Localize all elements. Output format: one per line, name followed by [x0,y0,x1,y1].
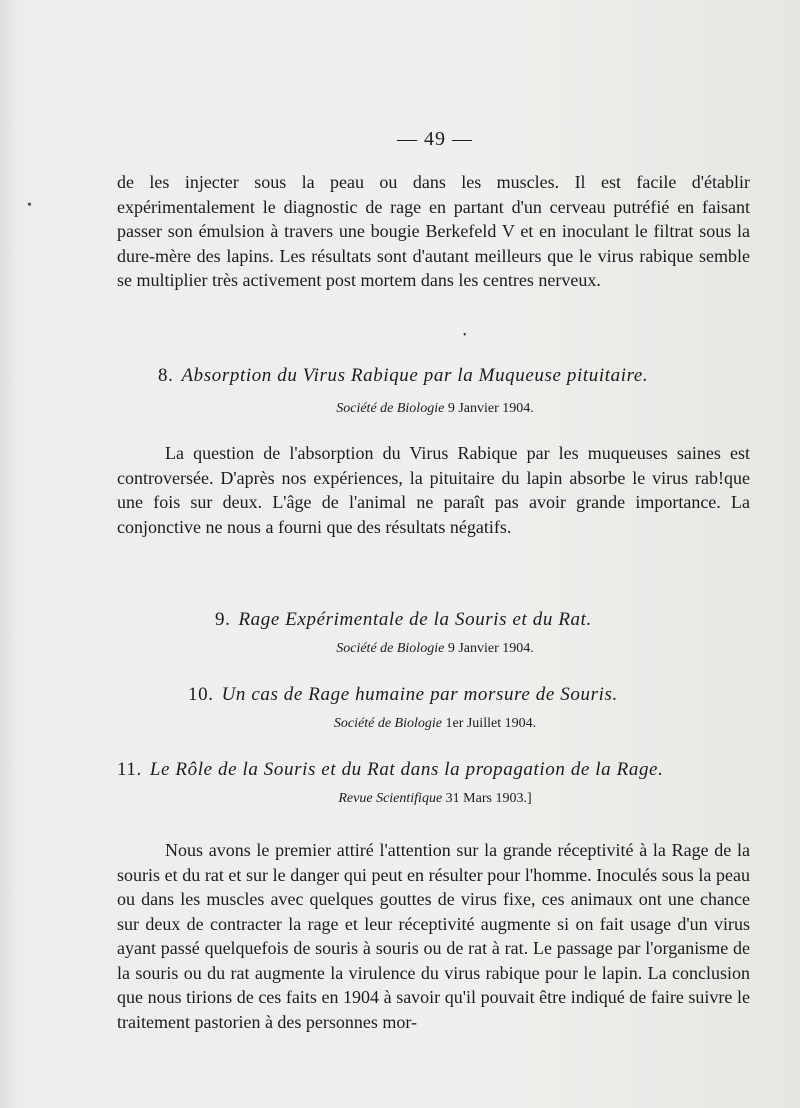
entry-number: 11. [117,759,142,780]
entry-venue: Société de Biologie [336,401,445,416]
page-number: — 49 — [397,128,473,150]
entry-title: Le Rôle de la Souris et du Rat dans la propagation de la Rage. [149,759,664,780]
entry-venue: Société de Biologie [333,716,442,731]
entry-venue: Revue Scientifique [338,791,443,806]
entry-title: Absorption du Virus Rabique par la Muqueuse pituitaire. [181,365,649,386]
entry-date: 31 Mars 1903.] [445,791,532,806]
entry-11-heading [117,759,750,781]
entry-11-source [0,791,800,807]
entry-date: 1er Juillet 1904. [445,716,537,731]
entry-8-source [0,401,800,417]
entry-10-source [0,716,800,732]
entry-title: Rage Expérimentale de la Souris et du Rat. [238,609,592,630]
margin-mark: • [27,198,32,213]
entry-9-heading [215,609,800,631]
entry-title: Un cas de Rage humaine par morsure de Souris. [221,684,618,705]
entry-date: 9 Janvier 1904. [447,401,534,416]
entry-number: 10. [188,684,214,705]
entry-9-source [0,641,800,657]
paragraph-mouse-rat-receptivity: Nous avons le premier attiré l'attention sur la grande réceptivité à la Rage de la souris et du rat et sur le danger qui peut en résulter pour l'homme. Inoculés sous la peau ou dans les muscles avec quelques gouttes de virus fixe, ces animaux ont une chance sur deux de contracter la rage et leur réceptivité augmente si on fait usage d'un virus ayant passé quelquefois de souris à souris ou de rat à rat. Le passage par l'organisme de la souris ou du rat augmente la virulence du virus rabique pour le lapin. La conclusion que nous tirions de ces faits en 1904 à savoir qu'il pouvait être indiqué de faire suivre le traitement pastorien à des personnes mor- [117,840,750,1032]
entry-number: 8. [158,365,174,386]
paragraph-absorption: La question de l'absorption du Virus Rabique par les muqueuses saines est controversée. D'après nos expériences, la pituitaire du lapin absorbe le virus rab!que une fois sur deux. L'âge de l'animal ne paraît pas avoir grande importance. La conjonctive ne nous a fourni que des résultats négatifs. [117,443,750,537]
entry-date: 9 Janvier 1904. [447,641,534,656]
paragraph-rage-diagnosis: de les injecter sous la peau ou dans les muscles. Il est facile d'établir expérimentalement le diagnostic de rage en partant d'un cerveau putréfié en faisant passer son émulsion à travers une bougie Berkefeld V et en inoculant le filtrat sous la dure-mère des lapins. Les résultats sont d'autant meilleurs que le virus rabique semble se multiplier très activement post mortem dans les centres nerveux. [117,172,750,290]
stray-dot: • [463,330,467,341]
entry-8-heading [158,365,791,387]
entry-10-heading [188,684,800,706]
entry-venue: Société de Biologie [336,641,445,656]
entry-number: 9. [215,609,231,630]
